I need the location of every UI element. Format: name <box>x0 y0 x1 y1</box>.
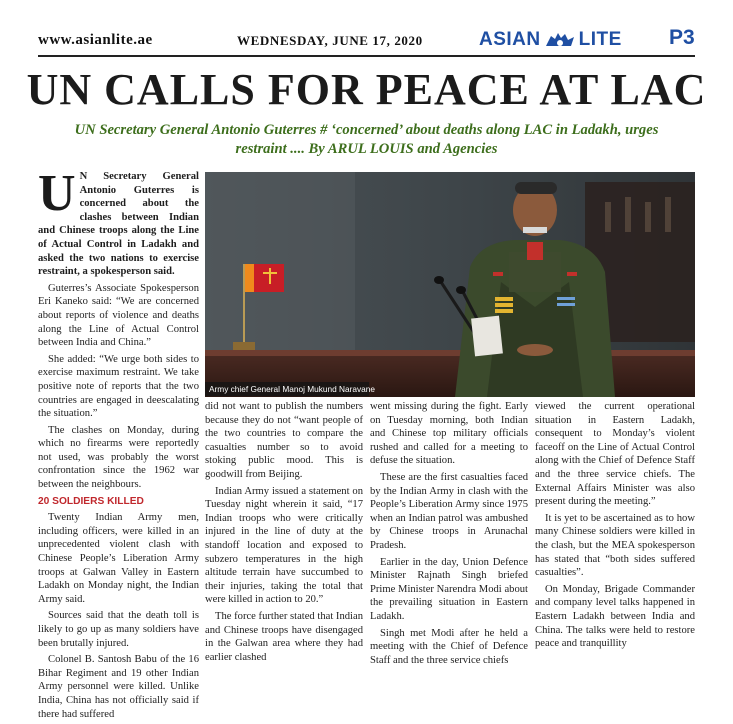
masthead <box>0 0 733 60</box>
paragraph: went missing during the fight. Early on Tuesday morning, both Indian and Chinese top military officials rushed and called for a meeting to defuse the situation. <box>370 401 528 467</box>
army-chief-photo <box>205 172 695 397</box>
paragraph: She added: “We urge both sides to exercise maximum restraint. We take positive note of reports that the two countries are engaged in deescalating the situation.” <box>38 353 199 420</box>
issue-date: WEDNESDAY, JUNE 17, 2020 <box>237 33 423 48</box>
lead-paragraph <box>38 165 199 279</box>
paragraph: These are the first casualties faced by the Indian Army in clash with the People’s Liberation Army since 1975 when an Indian patrol was ambushed by Chinese troops in Arunachal Pradesh. <box>370 471 528 551</box>
page-number: P3 <box>669 26 695 49</box>
paragraph: Indian Army issued a statement on Tuesday night wherein it said, “17 Indian troops who were critically injured in the line of duty at the standoff location and exposed to subzero temperatures in the high altitude terrain have succumbed to their injuries, taking the total that were killed in action to 20.” <box>205 485 363 606</box>
drop-cap: U <box>38 165 76 222</box>
masthead-rule <box>38 55 695 57</box>
paragraph: did not want to publish the numbers because they do not “want people of the two countries to compare the casualties number so to avoid stoking public mood. This is goodwill from Beijing. <box>205 401 363 480</box>
paragraph: Sources said that the death toll is likely to go up as many soldiers have been brutally injured. <box>38 610 199 649</box>
paragraph: On Monday, Brigade Commander and company level talks happened in Eastern Ladakh between India and China. The talks were held to restore peace and tranquillity <box>535 583 695 650</box>
brand-left-text: ASIAN <box>479 29 541 50</box>
paragraph: It is yet to be ascertained as to how many Chinese soldiers were killed in the clash, but the MEA spokesperson has stated that “both sides suffered casualties”. <box>535 512 695 579</box>
paragraph: Guterres’s Associate Spokesperson Eri Kaneko said: “We are concerned about reports of violence and deaths along the Line of Actual Control between India and China.” <box>38 282 199 349</box>
deck: UN Secretary General Antonio Guterres # ‘concerned’ about deaths along LAC in Ladakh, urges restraint .... By ARUL LOUIS and Agencies <box>74 122 659 157</box>
lead-text: N Secretary General Antonio Guterres is concerned about the clashes between Indian and Chinese troops along the Line of Actual Control in Ladakh and asked the two nations to exercise restraint, a spokesperson said. <box>38 171 199 278</box>
paragraph: Earlier in the day, Union Defence Minister Rajnath Singh briefed Prime Minister Narendra Modi about the prevailing situation in Eastern Ladakh. <box>370 556 528 622</box>
column-4 <box>535 400 695 654</box>
brand-logo <box>479 27 622 53</box>
photo-caption: Army chief General Manoj Mukund Naravane <box>205 382 369 396</box>
column-1 <box>38 165 199 724</box>
paragraph: Singh met Modi after he held a meeting with the Chief of Defence Staff and the three service chiefs <box>370 627 528 666</box>
paragraph: Twenty Indian Army men, including officers, were killed in an unprecedented violent clash with Chinese People’s Liberation Army troops at Galwan Valley in Eastern Ladakh on Monday night, the Indian Army said. <box>38 512 199 605</box>
column-3 <box>370 400 528 670</box>
headline: UN CALLS FOR PEACE AT LAC <box>26 65 707 114</box>
brand-right-text: LITE <box>578 29 622 50</box>
paragraph: The force further stated that Indian and Chinese troops have disengaged in the Galwan area where they had earlier clashed <box>205 610 363 663</box>
paragraph: The clashes on Monday, during which no firearms were reportedly not used, was probably the worst confrontation since the 1962 war between the neighbours. <box>38 424 199 491</box>
subhead: 20 SOLDIERS KILLED <box>38 495 144 507</box>
website-url[interactable]: www.asianlite.ae <box>38 32 153 48</box>
paragraph: viewed the current operational situation in Eastern Ladakh, consequent to Monday’s violent faceoff on the Line of Actual Control along with the Chief of Defence Staff and the three service chiefs. The External Affairs Minister was also present during the meeting.” <box>535 401 695 508</box>
lion-emblem-icon <box>543 30 577 50</box>
column-2 <box>205 400 363 667</box>
article-photo <box>205 172 695 397</box>
paragraph: Colonel B. Santosh Babu of the 16 Bihar Regiment and 19 other Indian Army personnel were killed. Unlike India, China has not officially said if there had suffered <box>38 654 199 720</box>
